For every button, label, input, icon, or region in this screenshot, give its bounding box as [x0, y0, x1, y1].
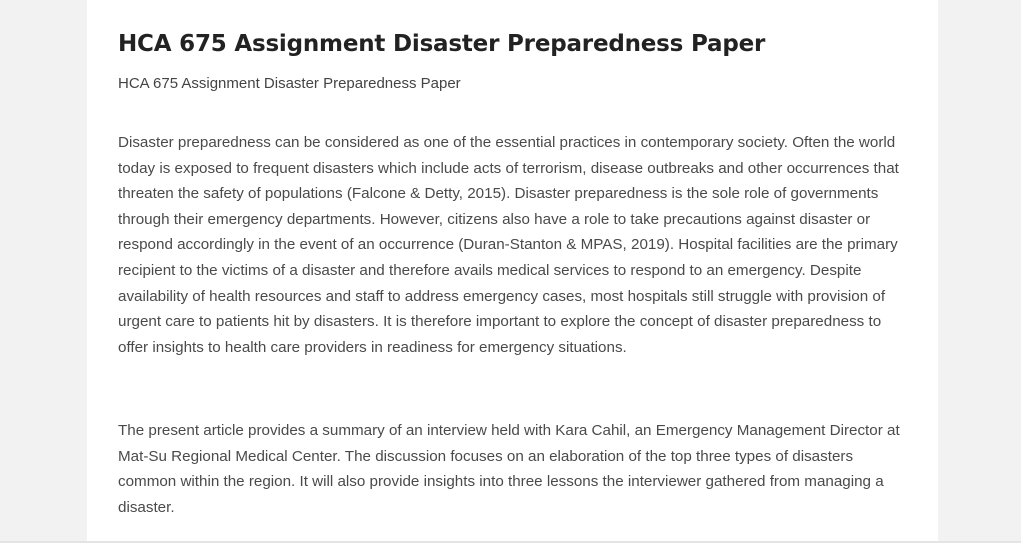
page-title: HCA 675 Assignment Disaster Preparedness Paper [118, 31, 766, 57]
paragraph-summary: The present article provides a summary of an interview held with Kara Cahil, an Emergency Management Director at Mat-Su Regional Medical Center. The discussion focuses on an elaboration of the top three types of disasters common within the region. It will also provide insights into three lessons the interviewer gathered from managing a disaster. [118, 422, 900, 516]
page-subtitle: HCA 675 Assignment Disaster Preparedness Paper [118, 75, 461, 92]
article-container [87, 0, 938, 543]
paragraph-intro: Disaster preparedness can be considered as one of the essential practices in contemporary society. Often the world today is exposed to frequent disasters which include acts of terrorism, disease outbreaks and other occurrences that threaten the safety of populations (Falcone & Detty, 2015). Disaster preparedness is the sole role of governments through their emergency departments. However, citizens also have a role to take precautions against disaster or respond accordingly in the event of an occurrence (Duran-Stanton & MPAS, 2019). Hospital facilities are the primary recipient to the victims of a disaster and therefore avails medical services to respond to an emergency. Despite availability of health resources and staff to address emergency cases, most hospitals still struggle with provision of urgent care to patients hit by disasters. It is therefore important to explore the concept of disaster preparedness to offer insights to health care providers in readiness for emergency situations. [118, 134, 899, 356]
